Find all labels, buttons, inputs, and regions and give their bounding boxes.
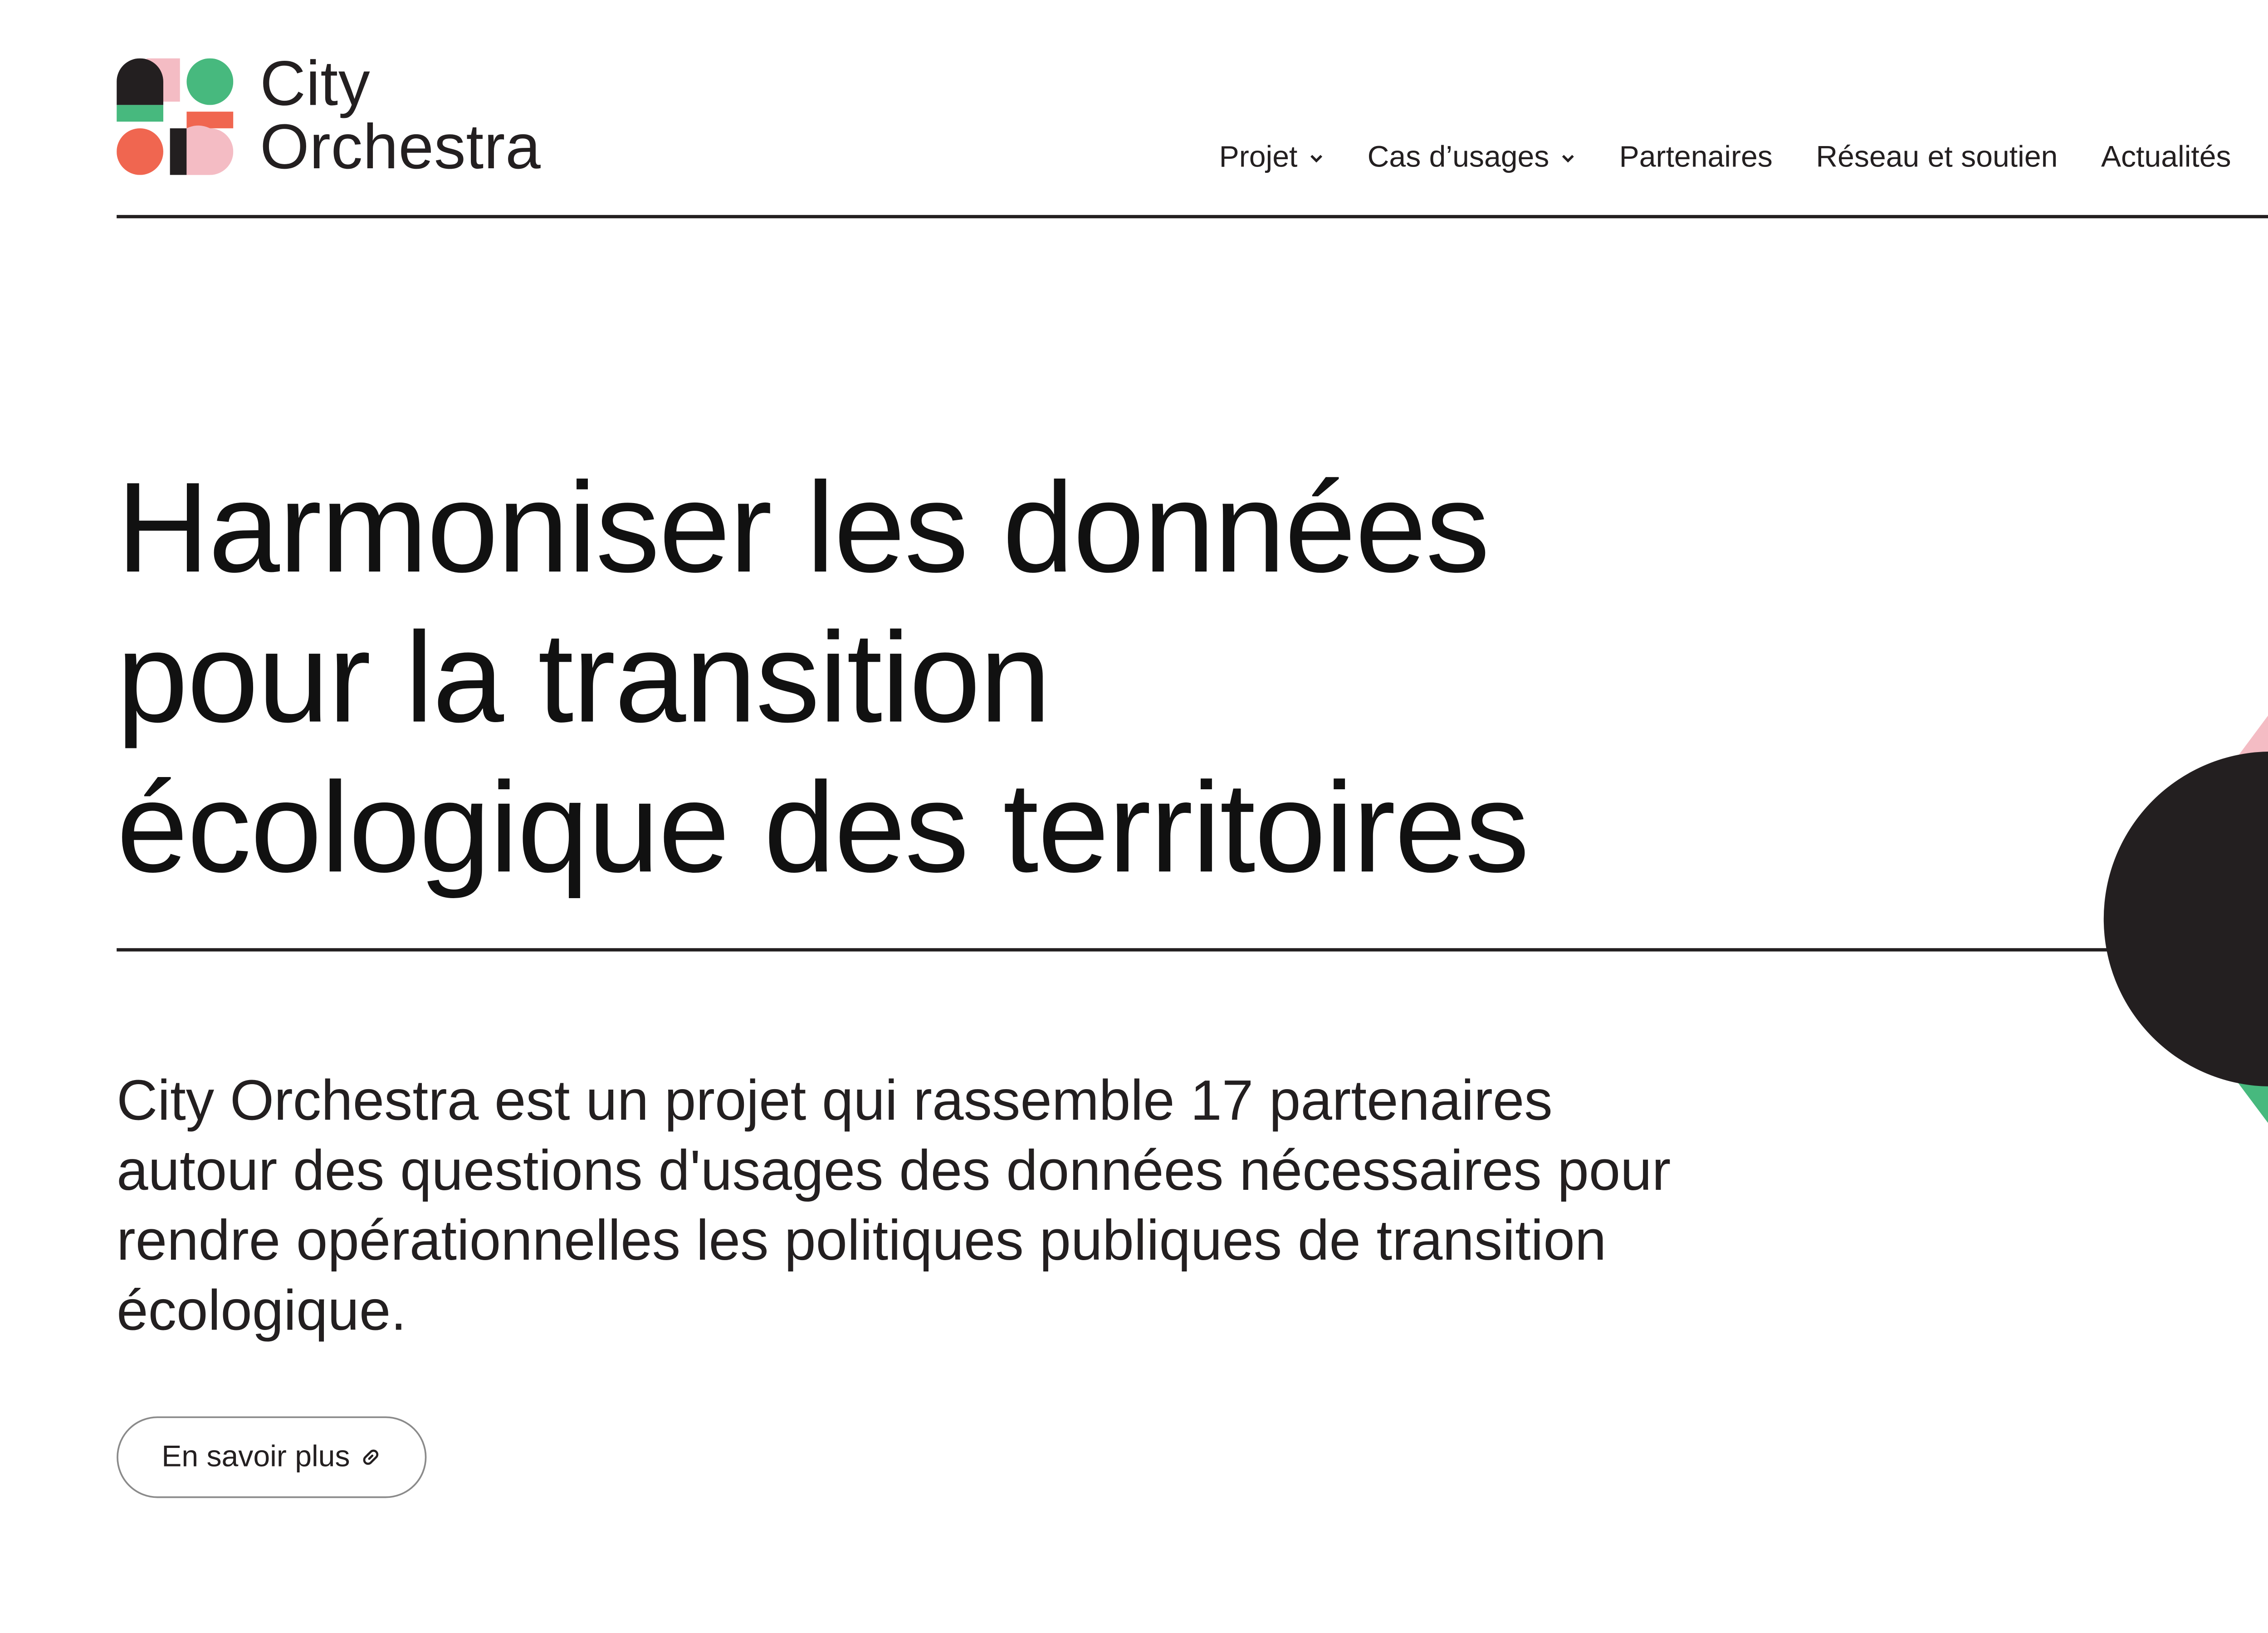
logo-text: [260, 50, 541, 184]
green-diamond-shape: [2116, 920, 2268, 1237]
hero-divider: [117, 948, 2116, 951]
nav-item-label: Cas d’usages: [1367, 140, 1549, 174]
nav-item-reseau-soutien[interactable]: [1816, 140, 2058, 175]
link-icon: [360, 1447, 382, 1468]
nav-item-projet[interactable]: [1219, 140, 1325, 175]
site-logo[interactable]: [117, 50, 541, 184]
nav-item-cas-usages[interactable]: [1368, 140, 1576, 175]
hero-title-line2: pour la transition: [117, 606, 1051, 750]
main-nav: [1219, 140, 2268, 175]
nav-item-actualites[interactable]: [2101, 140, 2231, 175]
header-divider: [117, 215, 2268, 218]
hero-title-line1: Harmoniser les données: [117, 456, 1489, 600]
dark-drop-shape: [2104, 752, 2268, 1086]
hero-title: [117, 453, 1750, 903]
nav-item-label: Actualités: [2101, 140, 2231, 174]
nav-item-partenaires[interactable]: [1619, 140, 1773, 175]
chevron-down-icon: [1559, 149, 1576, 166]
learn-more-button[interactable]: [117, 1416, 426, 1498]
logo-text-line2: Orchestra: [260, 113, 541, 184]
learn-more-label: En savoir plus: [161, 1439, 350, 1473]
chevron-down-icon: [1307, 149, 1324, 166]
hero-description: City Orchestra est un projet qui rassemble 17 partenaires autour des questions d'usages des données nécessaires pour rendre opérationnelles les politiques publiques de transition écologique.: [117, 1070, 1671, 1343]
hero-title-line3: écologique des territoires: [117, 756, 1529, 900]
logo-text-line1: City: [260, 50, 371, 120]
nav-item-label: Projet: [1219, 140, 1298, 174]
nav-item-label: Partenaires: [1619, 140, 1773, 174]
logo-mark-icon: [117, 59, 233, 175]
pink-diamond-shape: [2116, 601, 2268, 920]
nav-item-label: Réseau et soutien: [1816, 140, 2058, 174]
